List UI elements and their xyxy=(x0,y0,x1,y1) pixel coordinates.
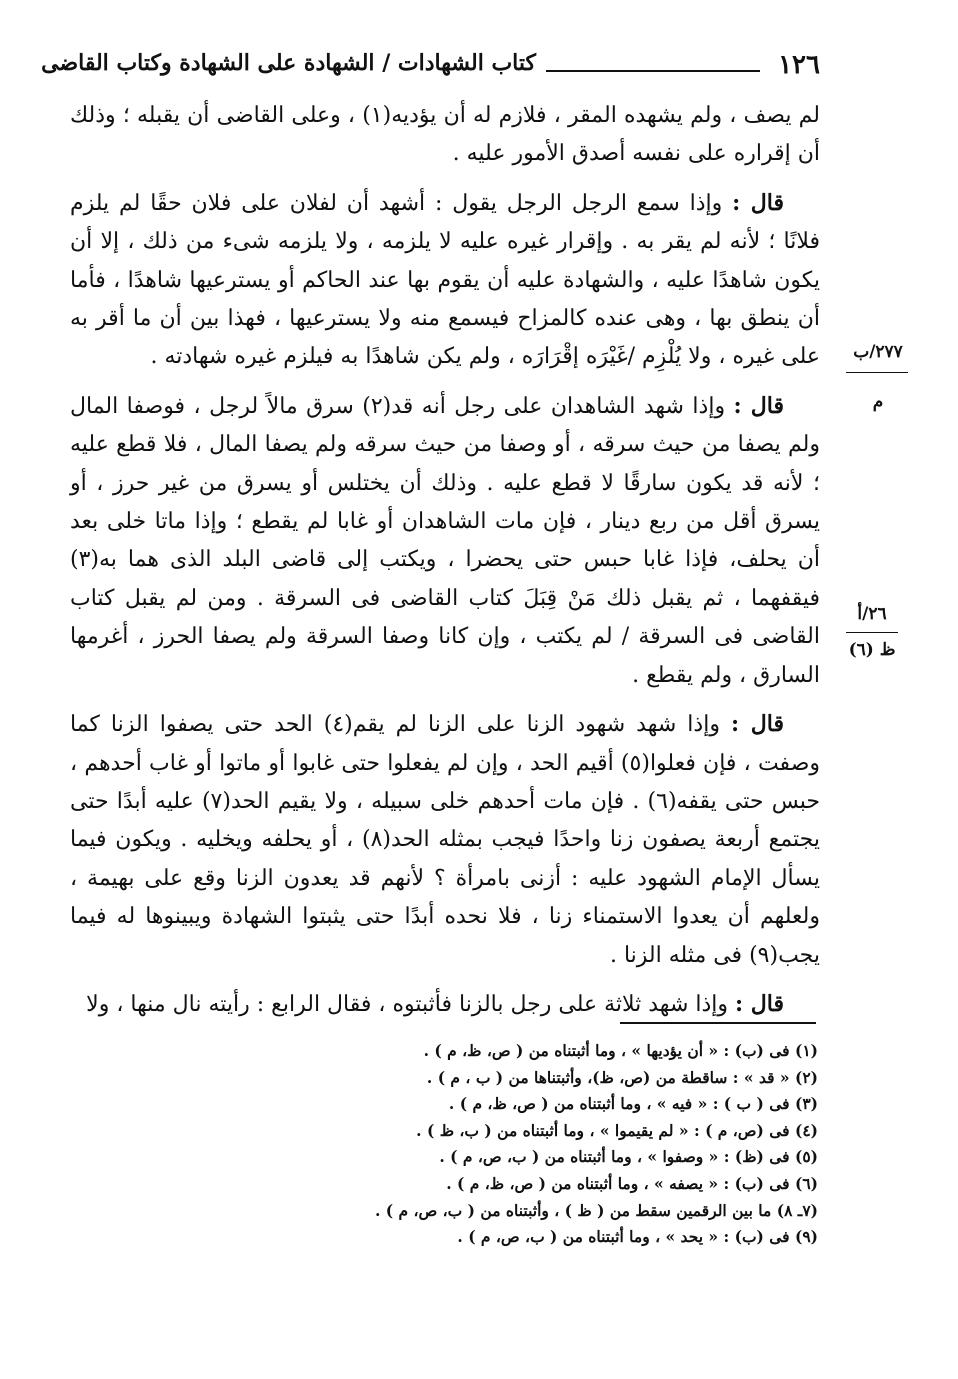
main-text xyxy=(70,96,820,1034)
footnote: (٧ـ ٨) ما بين الرقمين سقط من ( ظ ) ، وأثبتناه من ( ب، ص، م ) . xyxy=(375,1200,818,1220)
paragraph-text: وإذا شهد شهود الزنا على الزنا لم يقم(٤) الحد حتى يصفوا الزنا كما وصفت ، فإن فعلوا(٥) أقيم الحد ، وإن لم يفعلوا حتى غابوا أو ماتوا أو غاب أحدهم ، حبس حتى يقفه(٦) . فإن مات أحدهم خلى سبيله ، ولا يقيم الحد(٧) عليه أبدًا حتى يجتمع أربعة يصفون زنا واحدًا فيجب بمثله الحد(٨) ، أو يحلفه ويخليه . ويكون فيما يسأل الإمام الشهود عليه : أزنى بامرأة ؟ لأنهم قد يعدون الزنا وقع على بهيمة ، ولعلهم أن يعدوا الاستمناء زنا ، فلا نحده أبدًا حتى يثبتوا الشهادة ويبينوها له فيما يجب(٩) فى مثله الزنا . xyxy=(70,712,820,968)
footnote: (٥) فى (ظ) : « وصفوا » ، وما أثبتناه من ( ب، ص، م ) . xyxy=(439,1147,818,1167)
footnote: (١) فى (ب) : « أن يؤديها » ، وما أثبتناه من ( ص، ظ، م ) . xyxy=(423,1041,818,1060)
margin-note-2-rule xyxy=(846,632,898,633)
paragraph xyxy=(70,985,820,1024)
page-number: ١٢٦ xyxy=(778,50,820,80)
qal-label: قال : xyxy=(733,392,784,419)
header-title: كتاب الشهادات / الشهادة على الشهادة وكتاب القاضى xyxy=(41,50,536,76)
footnote: (٣) فى ( ب ) : « فيه » ، وما أثبتناه من ( ص، ظ، م ) . xyxy=(448,1094,818,1114)
paragraph xyxy=(70,387,820,695)
paragraph-text: وإذا شهد الشاهدان على رجل أنه قد(٢) سرق مالاً لرجل ، فوصفا المال ولم يصفا من حيث سرقه ، أو وصفا من حيث سرقه ولم يصفا المال ، فلا قطع عليه ؛ لأنه قد يكون سارقًا لا قطع عليه . وذلك أن يختلس أو يسرق من غير حرز ، أو يسرق أقل من ربع دينار ، فإن مات الشاهدان أو غابا لم يقطع ؛ وإذا ماتا خلى بعد أن يحلف، فإذا غابا حبس حتى يحضرا ، ويكتب إلى قاضى البلد الذى هما به(٣) فيقفهما ، ثم يقبل ذلك مَنْ قِبَلَ كتاب القاضى فى السرقة . ومن لم يقبل كتاب القاضى فى السرقة / لم يكتب ، وإن كانا وصفا السرقة ولم يصفا الحرز ، أغرمها السارق ، ولم يقطع . xyxy=(70,393,820,688)
footnotes xyxy=(300,1038,818,1251)
qal-label: قال : xyxy=(732,189,785,216)
paragraph-text: لم يصف ، ولم يشهده المقر ، فلازم له أن يؤديه(١) ، وعلى القاضى أن يقبله ؛ وذلك أن إقراره على نفسه أصدق الأمور عليه . xyxy=(70,103,820,167)
paragraph-text: وإذا سمع الرجل الرجل يقول : أشهد أن لفلان على فلان حقًا لم يلزم فلانًا ؛ لأنه لم يقر به . وإقرار غيره عليه لا يلزمه ، ولا يلزمه شىء من ذلك ، إلا أن يكون شاهدًا عليه ، والشهادة عليه أن يقوم بها عند الحاكم أو يسترعيها شاهدًا ، فأما أن ينطق بها ، وهى عنده كالمزاح فيسمع منه ولا يسترعيها ، فهذا بين أن ما أقر به على غيره ، ولا يُلْزِم /غَيْرَه إقْرَارَه ، ولم يكن شاهدًا به فيلزم غيره شهادته . xyxy=(70,190,821,370)
qal-label: قال : xyxy=(735,990,784,1017)
margin-note-1-bottom: م xyxy=(872,392,884,412)
footnote: (٤) فى (ص، م ) : « لم يقيموا » ، وما أثبتناه من ( ب، ظ ) . xyxy=(416,1120,818,1140)
qal-label: قال : xyxy=(730,711,784,738)
footnote: (٦) فى (ب) : « يصفه » ، وما أثبتناه من ( ص، ظ، م ) . xyxy=(446,1173,818,1193)
margin-note-1-rule xyxy=(846,372,908,373)
paragraph-text: وإذا شهد ثلاثة على رجل بالزنا فأثبتوه ، فقال الرابع : رأيته نال منها ، ولا xyxy=(86,991,729,1017)
footnote: (٩) فى (ب) : « يحد » ، وما أثبتناه من ( ب، ص، م ) . xyxy=(457,1227,818,1247)
margin-note-1-top: ٢٧٧/ب xyxy=(853,342,903,362)
paragraph xyxy=(70,705,820,975)
margin-note-2-bottom: ظ (٦) xyxy=(848,640,896,660)
paragraph xyxy=(70,96,820,174)
footnote-rule xyxy=(620,1022,816,1024)
header-rule xyxy=(546,70,760,72)
footnote: (٢) « قد » : ساقطة من (ص، ظ)، وأثبتناها من ( ب ، م ) . xyxy=(426,1067,818,1087)
paragraph xyxy=(70,184,820,377)
margin-note-2-top: ٢٦/أ xyxy=(857,604,887,624)
